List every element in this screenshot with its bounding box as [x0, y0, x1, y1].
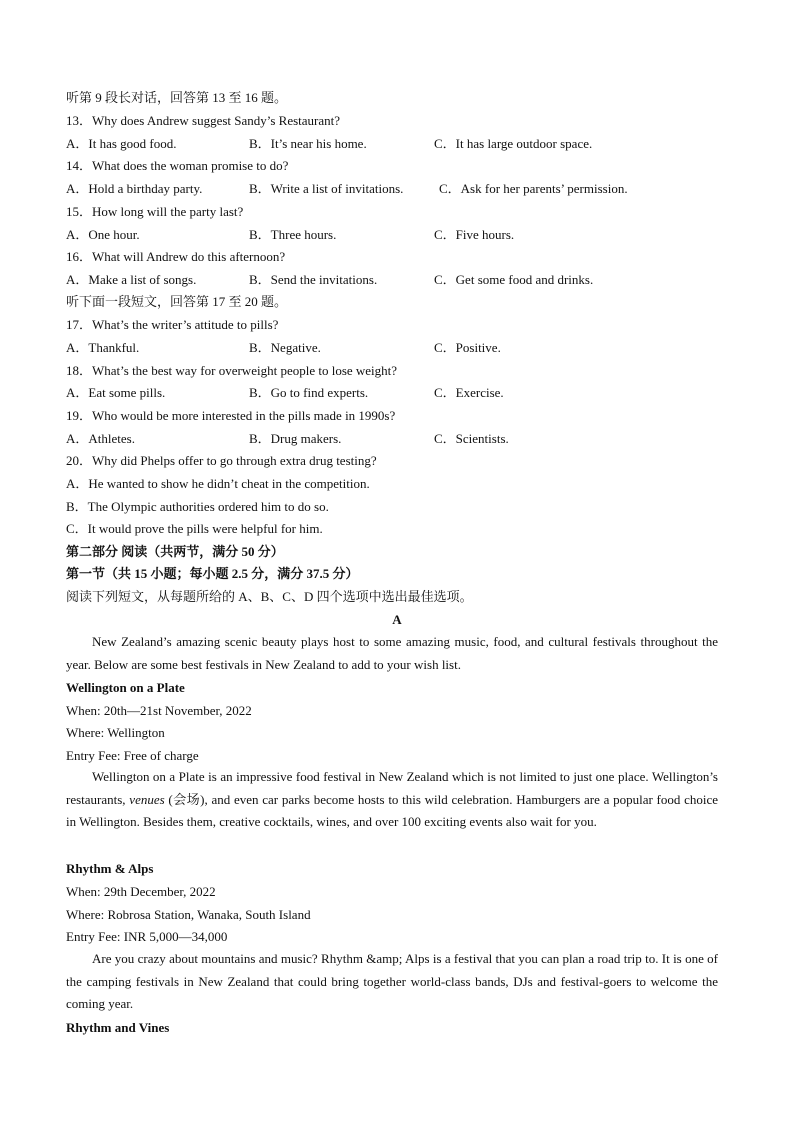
option-18-c: C．Exercise.	[434, 385, 504, 400]
festival-where-rhythm-alps: Where: Robrosa Station, Wanaka, South Island	[66, 907, 311, 922]
festival-when-rhythm-alps: When: 29th December, 2022	[66, 884, 216, 899]
option-13-b: B．It’s near his home.	[249, 136, 367, 151]
part-two-title: 第二部分 阅读（共两节，满分 50 分）	[66, 544, 284, 559]
desc-emphasis: venues	[129, 791, 165, 807]
option-14-a: A．Hold a birthday party.	[66, 181, 203, 196]
question-19: 19．Who would be more interested in the pills made in 1990s?	[66, 408, 396, 423]
festival-desc-rhythm-alps: Are you crazy about mountains and music? Rhythm &amp; Alps is a festival that you can plan a road trip to. It is one of the camping festivals in New Zealand that could bring together world-class bands, DJs and festival-goers to welcome the coming year.	[66, 951, 718, 1012]
question-18: 18．What’s the best way for overweight people to lose weight?	[66, 363, 398, 378]
option-16-a: A．Make a list of songs.	[66, 272, 197, 287]
question-17: 17．What’s the writer’s attitude to pills?	[66, 317, 279, 332]
option-13-a: A．It has good food.	[66, 136, 177, 151]
question-20: 20．Why did Phelps offer to go through extra drug testing?	[66, 453, 377, 468]
option-16-b: B．Send the invitations.	[249, 272, 378, 287]
option-18-a: A．Eat some pills.	[66, 385, 166, 400]
festival-name-rhythm-vines: Rhythm and Vines	[66, 1020, 170, 1035]
option-14-b: B．Write a list of invitations.	[249, 181, 404, 196]
question-15: 15．How long will the party last?	[66, 204, 244, 219]
option-20-c: C．It would prove the pills were helpful for him.	[66, 521, 323, 536]
desc-part-1: Wellington on a Plate is an impressive food festival in New Zealand which is not limited to just one place. Wellington’s restaurants,	[66, 769, 718, 807]
question-13: 13．Why does Andrew suggest Sandy’s Restaurant?	[66, 113, 341, 128]
passage-label: A	[392, 612, 402, 627]
option-17-a: A．Thankful.	[66, 340, 140, 355]
listening-intro-short: 听下面一段短文，回答第 17 至 20 题。	[66, 294, 288, 309]
passage-intro: New Zealand’s amazing scenic beauty plays host to some amazing music, food, and cultural festivals throughout the year. Below are some best festivals in New Zealand to add to your wish list.	[66, 634, 718, 672]
festival-where-wellington: Where: Wellington	[66, 725, 165, 740]
option-19-a: A．Athletes.	[66, 431, 135, 446]
festival-name-rhythm-alps: Rhythm & Alps	[66, 861, 154, 876]
desc-part-2: (会场), and even car parks become hosts to this wild celebration. Hamburgers are a popular food choice in Wellington. Besides them, creative cocktails, wines, and over 100 exciting events also wait for you.	[66, 791, 718, 830]
option-14-c: C．Ask for her parents’ permission.	[439, 181, 628, 196]
option-17-b: B．Negative.	[249, 340, 321, 355]
festival-when-wellington: When: 20th—21st November, 2022	[66, 703, 252, 718]
option-16-c: C．Get some food and drinks.	[434, 272, 594, 287]
option-15-b: B．Three hours.	[249, 227, 337, 242]
festival-desc-wellington	[66, 766, 718, 834]
festival-fee-wellington: Entry Fee: Free of charge	[66, 748, 199, 763]
option-19-c: C．Scientists.	[434, 431, 509, 446]
option-20-b: B．The Olympic authorities ordered him to do so.	[66, 499, 329, 514]
festival-fee-rhythm-alps: Entry Fee: INR 5,000—34,000	[66, 929, 228, 944]
question-16: 16．What will Andrew do this afternoon?	[66, 249, 286, 264]
option-20-a: A．He wanted to show he didn’t cheat in the competition.	[66, 476, 370, 491]
listening-intro-9: 听第 9 段长对话，回答第 13 至 16 题。	[66, 90, 288, 105]
question-14: 14．What does the woman promise to do?	[66, 158, 289, 173]
section-one-title: 第一节（共 15 小题；每小题 2.5 分，满分 37.5 分）	[66, 566, 359, 581]
option-15-a: A．One hour.	[66, 227, 140, 242]
reading-instruction: 阅读下列短文，从每题所给的 A、B、C、D 四个选项中选出最佳选项。	[66, 589, 473, 604]
option-15-c: C．Five hours.	[434, 227, 515, 242]
festival-name-wellington: Wellington on a Plate	[66, 680, 185, 695]
option-19-b: B．Drug makers.	[249, 431, 342, 446]
option-18-b: B．Go to find experts.	[249, 385, 369, 400]
option-17-c: C．Positive.	[434, 340, 501, 355]
option-13-c: C．It has large outdoor space.	[434, 136, 593, 151]
